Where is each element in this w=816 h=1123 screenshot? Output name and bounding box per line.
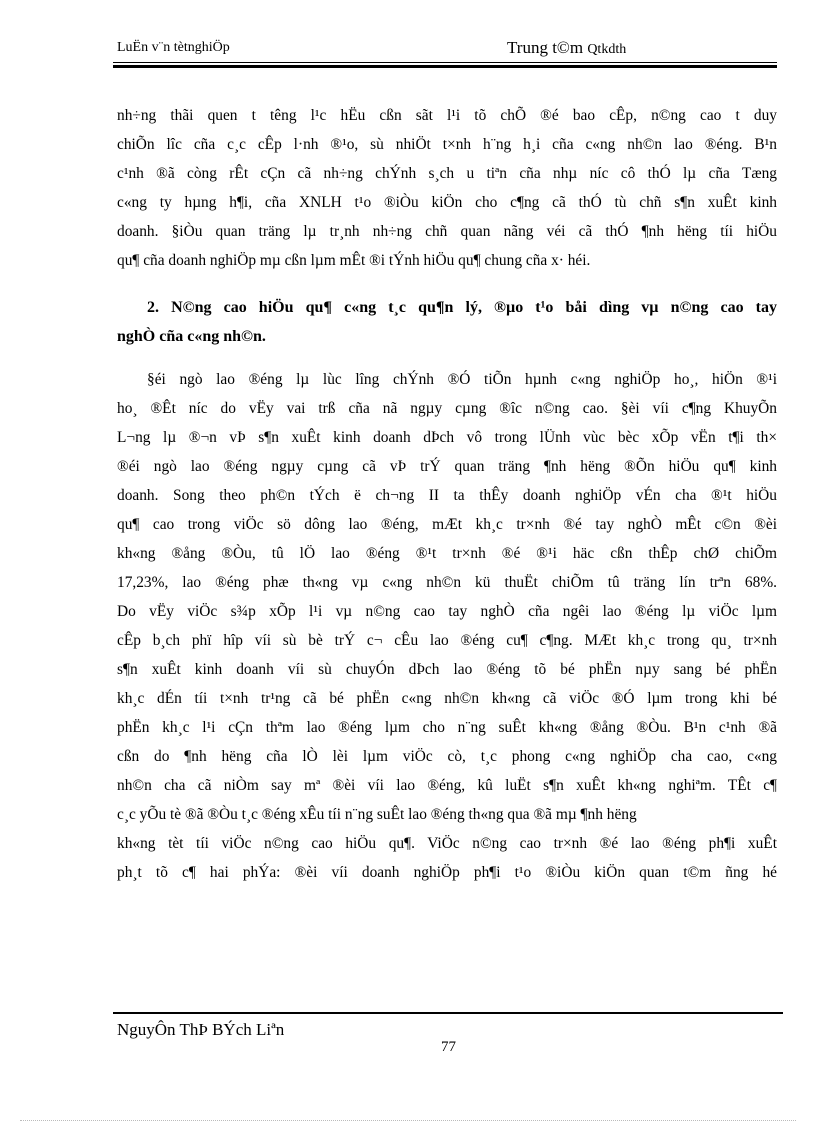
text-line: cßn do ¶nh hëng cña lÒ lèi lµm viÖc cò, t¸c phong c«ng nghiÖp cha cao, c«ng <box>117 748 777 765</box>
text-line: §éi ngò lao ®éng lµ lùc lîng chÝnh ®Ó tiÕn hµnh c«ng nghiÖp ho¸, hiÖn ®¹i <box>147 371 777 388</box>
text-line: L¬ng lµ ®¬n vÞ s¶n xuÊt kinh doanh dÞch vô trong lÜnh vùc bèc xÕp vËn t¶i th× <box>117 429 777 446</box>
header-rule-thick <box>113 65 777 68</box>
text-line: c¸c yÕu tè ®ã ®Òu t¸c ®éng xÊu tíi n¨ng suÊt lao ®éng th«ng qua ®ã mµ ¶nh hëng <box>117 806 637 823</box>
text-line: phËn kh¸c l¹i cÇn thªm lao ®éng lµm cho n¨ng suÊt kh«ng ®ång ®Òu. B¹n c¹nh ®ã <box>117 719 777 736</box>
text-line: ph¸t tõ c¶ hai phÝa: ®èi víi doanh nghiÖp ph¶i t¹o ®iÒu kiÖn quan t©m ñng hé <box>117 864 777 881</box>
text-line: kh«ng ®ång ®Òu, tû lÖ lao ®éng ®¹t tr×nh ®é ®¹i häc cßn thÊp chØ chiÕm <box>117 545 777 562</box>
text-line: c«ng ty hµng h¶i, cña XNLH t¹o ®iÒu kiÖn cho c¶ng cã thÓ tù chñ s¶n xuÊt kinh <box>117 194 777 211</box>
text-line: Do vËy viÖc s¾p xÕp l¹i vµ n©ng cao tay nghÒ cña ngêi lao ®éng lµ viÖc lµm <box>117 603 777 620</box>
text-line: nh÷ng thãi quen t têng l¹c hËu cßn sãt l¹i tõ chÕ ®é bao cÊp, n©ng cao t duy <box>117 107 777 124</box>
page-body <box>117 101 777 887</box>
paragraph-2 <box>117 365 777 887</box>
page-edge-divider <box>20 1120 796 1121</box>
text-line: kh¸c dÉn tíi t×nh tr¹ng cã bé phËn c«ng nh©n kh«ng cã viÖc ®Ó lµm trong khi bé <box>117 690 777 707</box>
paragraph-1 <box>117 101 777 275</box>
text-line: 17,23%, lao ®éng phæ th«ng vµ c«ng nh©n kü thuËt chiÕm tû träng lín trªn 68%. <box>117 574 777 591</box>
text-line: ®éi ngò lao ®éng ngµy cµng cã vÞ trÝ quan träng ¶nh hëng ®Õn hiÖu qu¶ kinh <box>117 458 777 475</box>
text-line: qu¶ cña doanh nghiÖp mµ cßn lµm mÊt ®i tÝnh hiÖu qu¶ chung cña x· héi. <box>117 252 591 269</box>
text-line: c¹nh ®ã còng rÊt cÇn cã nh÷ng chÝnh s¸ch u tiªn cña nhµ níc cô thÓ lµ cña Tæng <box>117 165 777 182</box>
text-line: doanh. Song theo ph©n tÝch ë ch¬ng II ta thÊy doanh nghiÖp vÉn cha ®¹t hiÖu <box>117 487 777 504</box>
text-line: nh©n cha cã niÒm say mª ®èi víi lao ®éng, kû luËt s¶n xuÊt kh«ng nghiªm. TÊt c¶ <box>117 777 777 794</box>
header-rule-thin <box>113 62 777 63</box>
footer-rule <box>113 1012 783 1014</box>
text-line: s¶n xuÊt kinh doanh víi sù chuyÓn dÞch lao ®éng tõ bé phËn nµy sang bé phËn <box>117 661 777 678</box>
header-center-abbrev: Qtkdth <box>587 42 627 57</box>
text-line: chiÕn lîc cña c¸c cÊp l·nh ®¹o, sù nhiÖt t×nh h¨ng h¸i cña c«ng nh©n lao ®éng. B¹n <box>117 136 777 153</box>
footer-author: NguyÔn ThÞ BÝch Liªn <box>117 1020 285 1039</box>
heading-line: nghÒ cña c«ng nh©n. <box>117 328 266 345</box>
header-center-label <box>507 38 626 58</box>
heading-line: 2. N©ng cao hiÖu qu¶ c«ng t¸c qu¶n lý, ®µo t¹o båi dìng vµ n©ng cao tay <box>147 299 777 316</box>
text-line: kh«ng tèt tíi viÖc n©ng cao hiÖu qu¶. ViÖc n©ng cao tr×nh ®é lao ®éng ph¶i xuÊt <box>117 835 777 852</box>
header-center-main: Trung t©m <box>507 38 588 57</box>
section-heading <box>117 293 777 351</box>
text-line: doanh. §iÒu quan träng lµ tr¸nh nh÷ng chñ quan nãng véi cã thÓ ¶nh hëng tíi hiÖu <box>117 223 777 240</box>
page-number: 77 <box>441 1039 456 1055</box>
text-line: ho¸ ®Êt níc do vËy vai trß cña nã ngµy cµng ®îc n©ng cao. §èi víi c¶ng KhuyÕn <box>117 400 777 417</box>
header-thesis-label: LuËn v¨n tètnghiÖp <box>117 40 230 55</box>
text-line: cÊp b¸ch phï hîp víi sù bè trÝ c¬ cÊu lao ®éng cu¶ c¶ng. MÆt kh¸c trong qu¸ tr×nh <box>117 632 777 649</box>
text-line: qu¶ cao trong viÖc sö dông lao ®éng, mÆt kh¸c tr×nh ®é tay nghÒ mÊt c©n ®èi <box>117 516 777 533</box>
